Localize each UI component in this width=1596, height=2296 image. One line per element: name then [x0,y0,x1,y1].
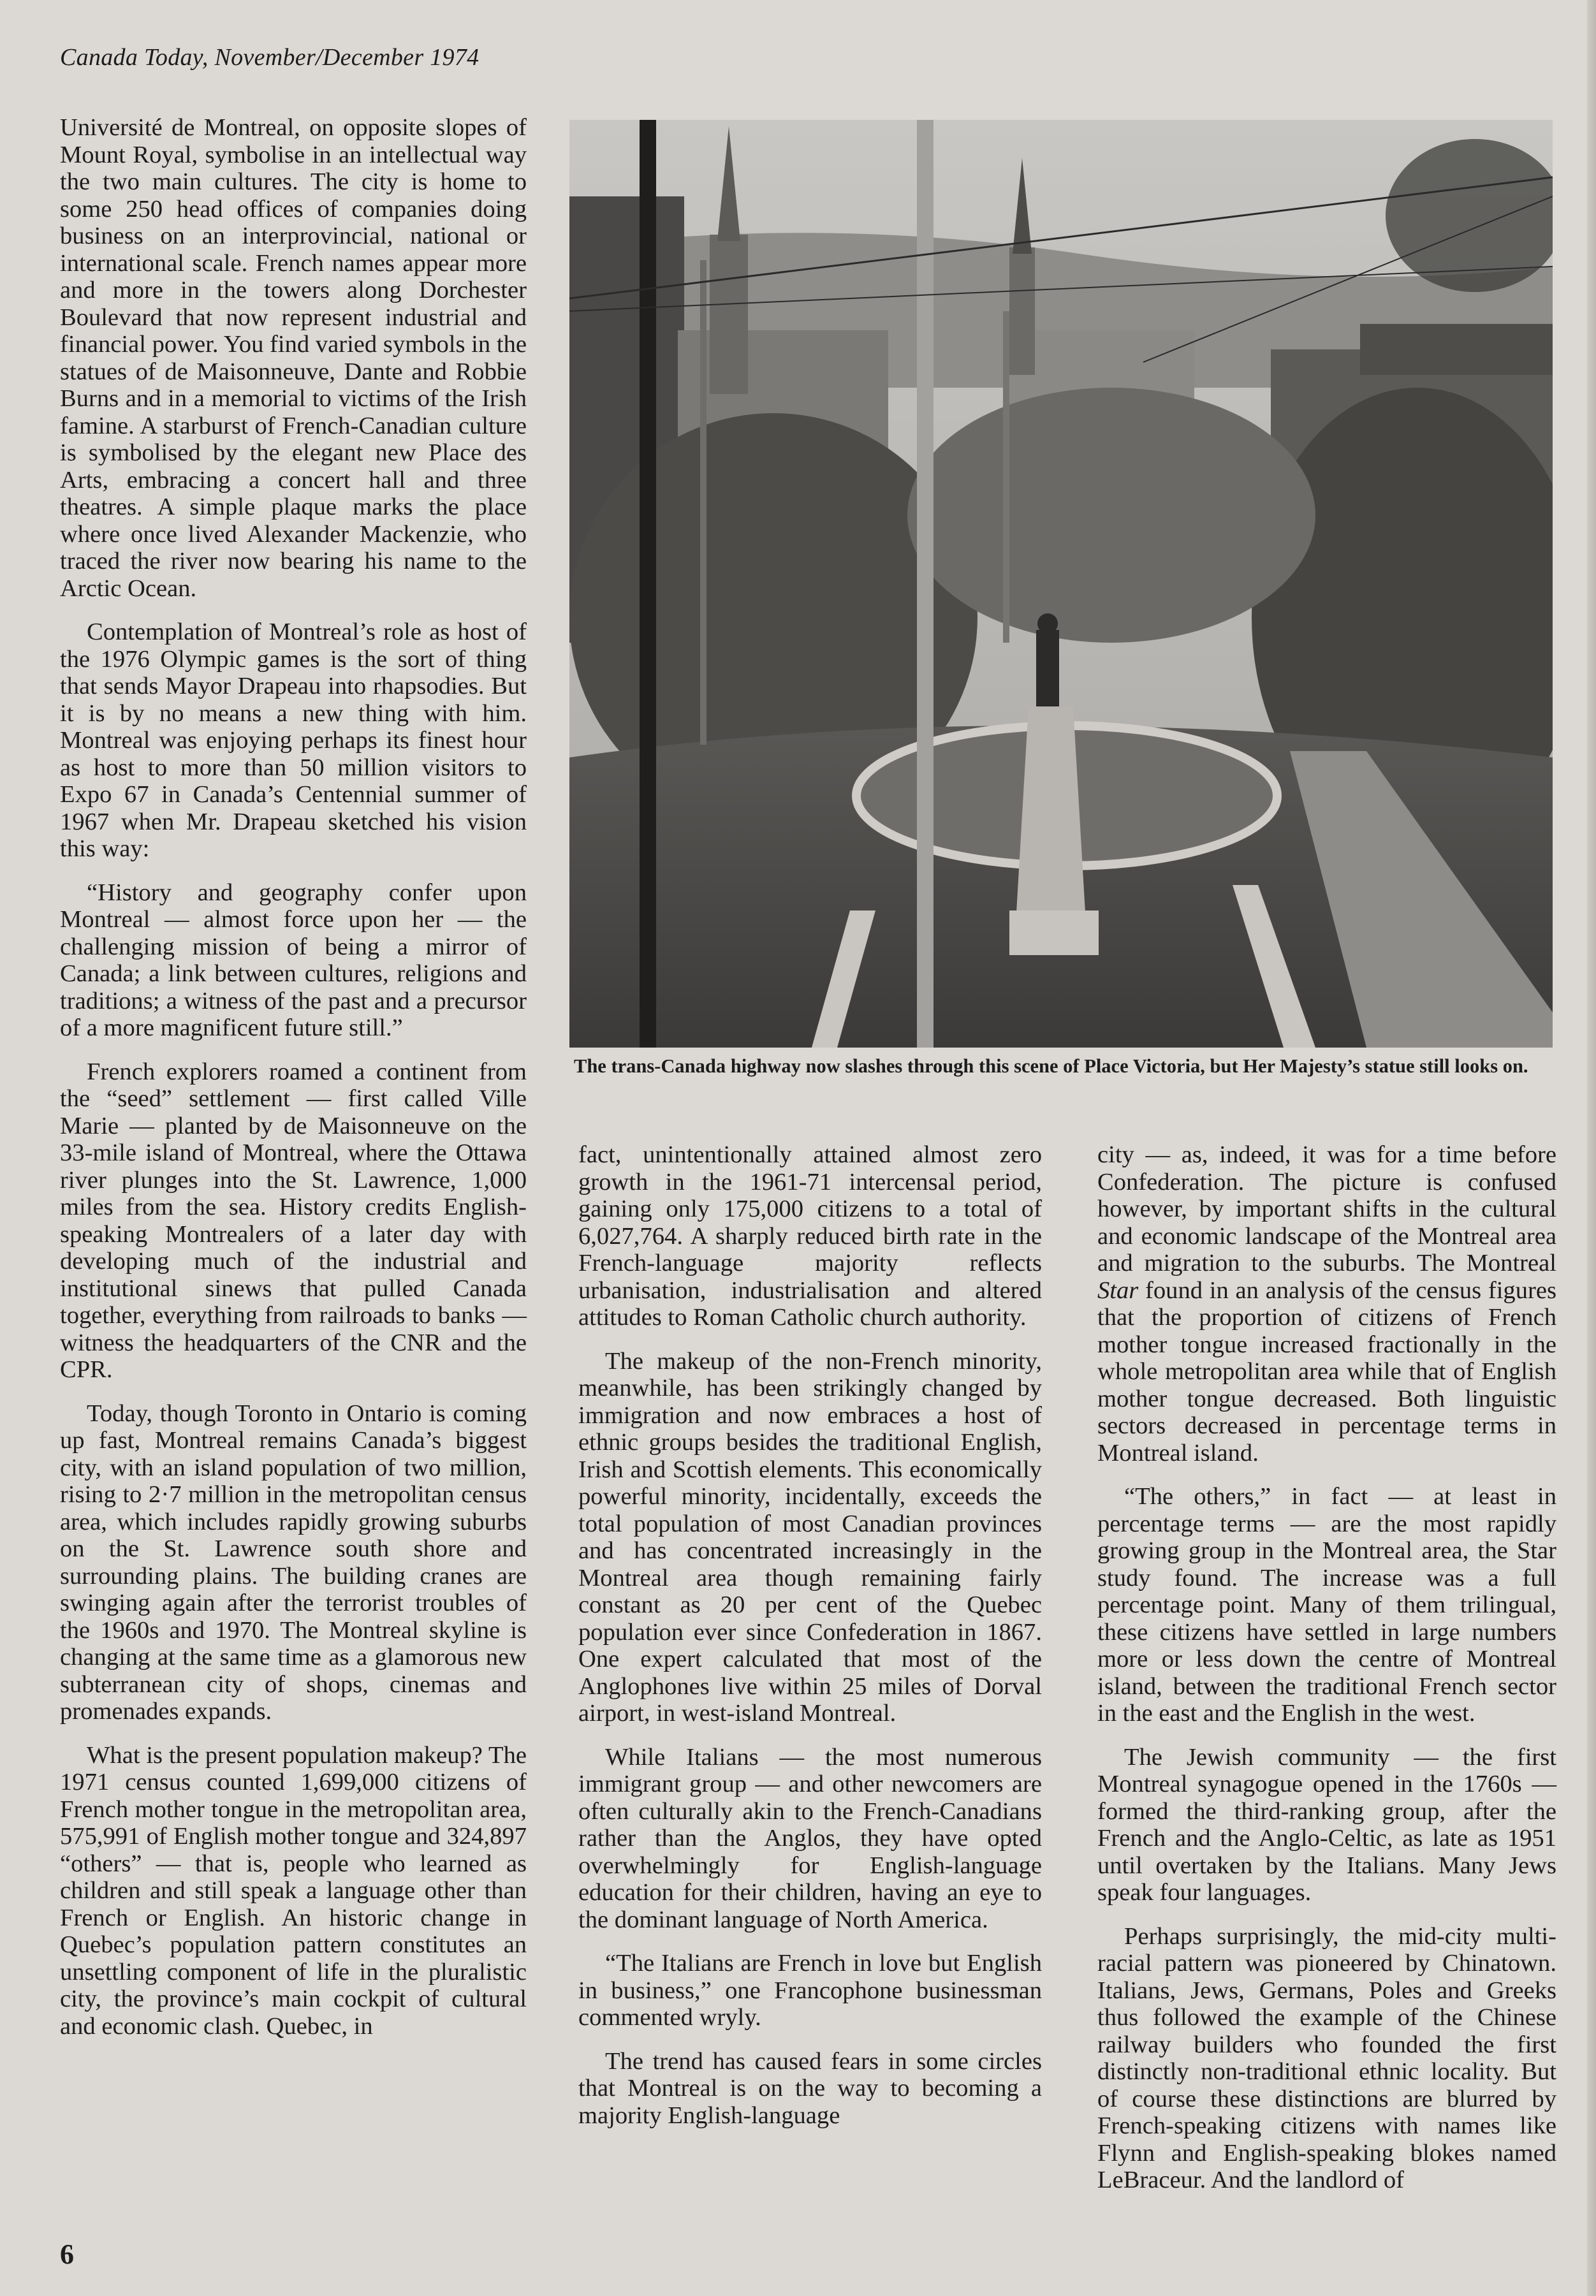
text-run: city — as, indeed, it was for a time before Confederation. The picture is confused however, by important shifts in the cultural and economic landscape of the Montreal area and migration to the suburbs. The Montreal [1097,1141,1556,1276]
photo-caption: The trans-Canada highway now slashes through this scene of Place Victoria, but Her Majesty’s statue still looks on. [574,1055,1528,1077]
running-head: Canada Today, November/December 1974 [60,44,480,71]
page-edge [1587,0,1596,2296]
paragraph [1097,1141,1556,1466]
paragraph: The makeup of the non-French minority, meanwhile, has been strikingly changed by immigration and now embraces a host of ethnic groups besides the traditional English, Irish and Scottish elements. This economically powerful minority, incidentally, exceeds the total population of most Canadian provinces and has concentrated increasingly in the Montreal area though remaining fairly constant as 20 per cent of the Quebec population ever since Confederation in 1867. One expert calculated that most of the Anglophones live within 25 miles of Dorval airport, in west-island Montreal. [578,1347,1042,1727]
paragraph: The trend has caused fears in some circles that Montreal is on the way to becoming a majority English-language [578,2047,1042,2129]
paragraph: Today, though Toronto in Ontario is coming up fast, Montreal remains Canada’s biggest city, with an island population of two million, rising to 2·7 million in the metropolitan census area, which includes rapidly growing suburbs on the St. Lawrence south shore and surrounding plains. The building cranes are swinging again after the terrorist troubles of the 1960s and 1970. The Montreal skyline is changing at the same time as a glamorous new subterranean city of shops, cinemas and promenades expands. [60,1400,527,1725]
left-column [60,114,527,2056]
text-run: found in an analysis of the census figures that the proportion of citizens of French mother tongue increased fractionally in the whole metropolitan area while that of English mother tongue decreased. Both linguistic sectors decreased in percentage terms in Montreal island. [1097,1276,1556,1466]
paragraph: “The others,” in fact — at least in percentage terms — are the most rapidly growing group in the Montreal area, the Star study found. The increase was a full percentage point. Many of them trilingual, these citizens have settled in large numbers more or less down the centre of Montreal island, between the traditional French sector in the east and the English in the west. [1097,1483,1556,1727]
page-number: 6 [60,2239,74,2270]
paragraph: While Italians — the most numerous immigrant group — and other newcomers are often culturally akin to the French-Canadians rather than the Anglos, they have opted overwhelmingly for English-language education for their children, having an eye to the dominant language of North America. [578,1743,1042,1933]
paragraph: The Jewish community — the first Montreal synagogue opened in the 1760s — formed the third-ranking group, after the French and the Anglo-Celtic, as late as 1951 until overtaken by the Italians. Many Jews speak four languages. [1097,1743,1556,1906]
middle-column [578,1141,1042,2146]
paragraph: Perhaps surprisingly, the mid-city multi-racial pattern was pioneered by Chinatown. Italians, Jews, Germans, Poles and Greeks thus followed the example of the Chinese railway builders who founded the first distinctly non-traditional ethnic locality. But of course these distinctions are blurred by French-speaking citizens with names like Flynn and English-speaking blokes named LeBraceur. And the landlord of [1097,1922,1556,2193]
paragraph: What is the present population makeup? The 1971 census counted 1,699,000 citizens of French mother tongue in the metropolitan area, 575,991 of English mother tongue and 324,897 “others” — that is, people who learned as children and still speak a language other than French or English. An historic change in Quebec’s population pattern constitutes an unsettling component of life in the pluralistic city, the province’s main cockpit of cultural and economic clash. Quebec, in [60,1741,527,2040]
paragraph: “History and geography confer upon Montreal — almost force upon her — the challenging mission of being a mirror of Canada; a link between cultures, religions and traditions; a witness of the past and a precursor of a more magnificent future still.” [60,879,527,1041]
newspaper-name: Star [1097,1276,1139,1304]
paragraph: French explorers roamed a continent from the “seed” settlement — first called Ville Marie — planted by de Maisonneuve on the 33-mile island of Montreal, where the Ottawa river plunges into the St. Lawrence, 1,000 miles from the sea. History credits English-speaking Montrealers of a later day with developing much of the industrial and institutional sinews that pulled Canada together, everything from railroads to banks — witness the headquarters of the CNR and the CPR. [60,1058,527,1383]
paragraph: “The Italians are French in love but English in business,” one Francophone businessman commented wryly. [578,1950,1042,2031]
paragraph: Contemplation of Montreal’s role as host of the 1976 Olympic games is the sort of thing that sends Mayor Drapeau into rhapsodies. But it is by no means a new thing with him. Montreal was enjoying perhaps its finest hour as host to more than 50 million visitors to Expo 67 in Canada’s Centennial summer of 1967 when Mr. Drapeau sketched his vision this way: [60,618,527,862]
place-victoria-photo [569,120,1553,1048]
paragraph: Université de Montreal, on opposite slopes of Mount Royal, symbolise in an intellectual way the two main cultures. The city is home to some 250 head offices of companies doing business on an interprovincial, national or international scale. French names appear more and more in the towers along Dorchester Boulevard that now represent industrial and financial power. You find varied symbols in the statues of de Maisonneuve, Dante and Robbie Burns and in a memorial to victims of the Irish famine. A starburst of French-Canadian culture is symbolised by the elegant new Place des Arts, embracing a concert hall and three theatres. A simple plaque marks the place where once lived Alexander Mackenzie, who traced the river now bearing his name to the Arctic Ocean. [60,114,527,602]
photo-illustration [569,120,1553,1048]
right-column [1097,1141,1556,2211]
paragraph: fact, unintentionally attained almost zero growth in the 1961-71 intercensal period, gaining only 175,000 citizens to a total of 6,027,764. A sharply reduced birth rate in the French-language majority reflects urbanisation, industrialisation and altered attitudes to Roman Catholic church authority. [578,1141,1042,1331]
